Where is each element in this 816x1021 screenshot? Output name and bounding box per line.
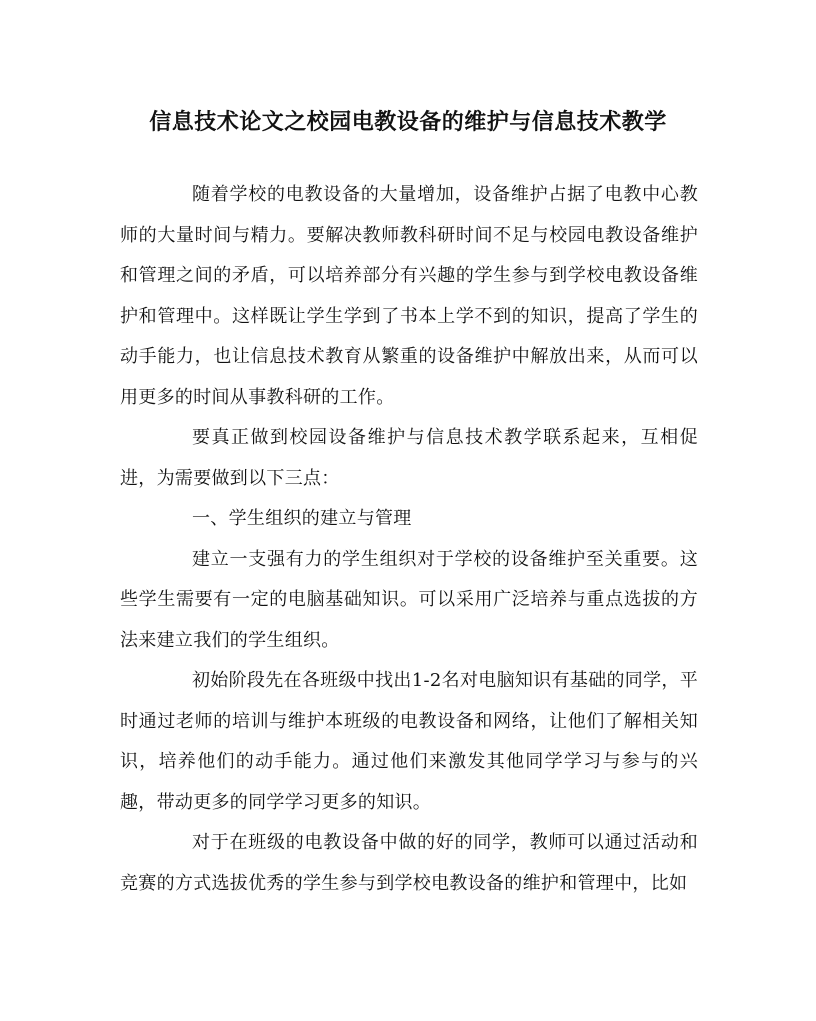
paragraph-requirements: 要真正做到校园设备维护与信息技术教学联系起来，互相促进，为需要做到以下三点： [120, 427, 698, 489]
document-body [120, 175, 698, 904]
paragraph-organization: 建立一支强有力的学生组织对于学校的设备维护至关重要。这些学生需要有一定的电脑基础知识。可以采用广泛培养与重点选拔的方法来建立我们的学生组织。 [120, 548, 698, 651]
paragraph-selection: 对于在班级的电教设备中做的好的同学，教师可以通过活动和竞赛的方式选拔优秀的学生参与到学校电教设备的维护和管理中，比如 [120, 832, 698, 894]
paragraph-initial-stage: 初始阶段先在各班级中找出1-2名对电脑知识有基础的同学，平时通过老师的培训与维护本班级的电教设备和网络，让他们了解相关知识，培养他们的动手能力。通过他们来激发其他同学学习与参与的兴趣，带动更多的同学学习更多的知识。 [120, 670, 698, 813]
paragraph-intro: 随着学校的电教设备的大量增加，设备维护占据了电教中心教师的大量时间与精力。要解决教师教科研时间不足与校园电教设备维护和管理之间的矛盾，可以培养部分有兴趣的学生参与到学校电教设备维护和管理中。这样既让学生学到了书本上学不到的知识，提高了学生的动手能力，也让信息技术教育从繁重的设备维护中解放出来，从而可以用更多的时间从事教科研的工作。 [120, 184, 698, 408]
section-heading-1: 一、学生组织的建立与管理 [192, 508, 412, 529]
document-title: 信息技术论文之校园电教设备的维护与信息技术教学 [149, 109, 667, 135]
